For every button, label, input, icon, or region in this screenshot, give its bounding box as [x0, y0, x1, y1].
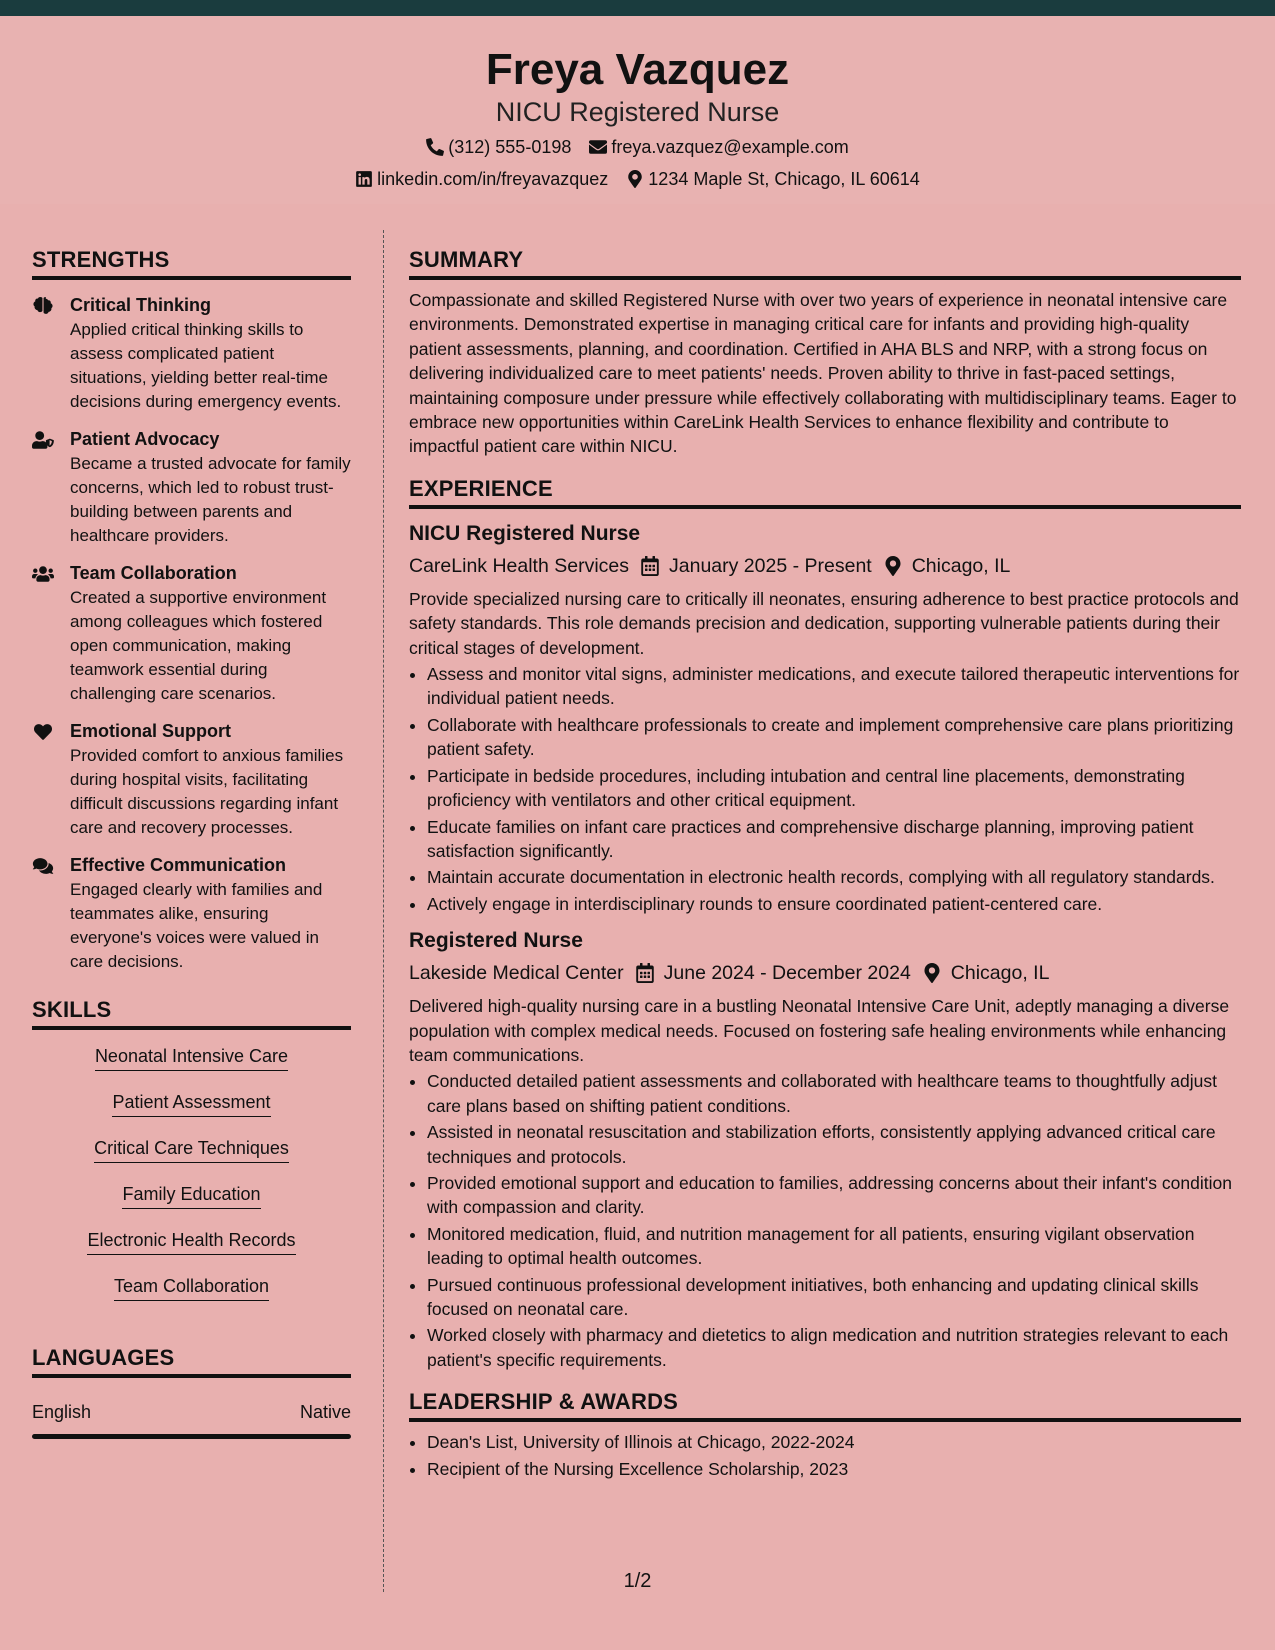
job-title: NICU Registered Nurse: [409, 521, 641, 545]
strength-item: [32, 854, 351, 974]
job-bullet: • Actively engage in interdisciplinary rounds to ensure coordinated patient-centered care.: [427, 892, 1241, 916]
map-marker-icon: [923, 963, 941, 983]
strength-item: [32, 428, 351, 548]
job-dates: June 2024 - December 2024: [663, 962, 911, 985]
email-text: freya.vazquez@example.com: [611, 137, 849, 157]
job-title: Registered Nurse: [409, 929, 583, 953]
right-column: [409, 246, 1241, 1483]
left-column: [32, 246, 351, 1439]
experience-heading: EXPERIENCE: [409, 475, 553, 501]
phone-text: (312) 555-0198: [448, 137, 572, 157]
strength-title: Team Collaboration: [70, 563, 237, 583]
experience-rule: [409, 505, 1241, 509]
candidate-name: Freya Vazquez: [485, 45, 790, 94]
job-company: CareLink Health Services: [409, 554, 630, 577]
job-meta: [409, 553, 1241, 579]
strength-item: [32, 720, 351, 840]
resume-header: [0, 16, 1275, 204]
strength-title: Critical Thinking: [70, 295, 212, 315]
job-bullet: • Monitored medication, fluid, and nutrition management for all patients, ensuring vigilant observation leading to optimal health outcomes.: [427, 1222, 1241, 1271]
heart-icon: [32, 723, 54, 741]
map-marker-icon: [884, 556, 902, 576]
job-bullet: • Collaborate with healthcare professionals to create and implement comprehensive care plans prioritizing patient safety.: [427, 713, 1241, 762]
job-bullet: • Maintain accurate documentation in electronic health records, complying with all regulatory standards.: [427, 865, 1241, 889]
job-description: Provide specialized nursing care to critically ill neonates, ensuring adherence to best practice protocols and safety standards. This role demands precision and dedication, supporting vulnerable patients during their critical stages of development.: [409, 588, 1239, 658]
strength-desc: Engaged clearly with families and teammates alike, ensuring everyone's voices were valued in care decisions.: [70, 880, 323, 971]
job-entry: [409, 521, 1241, 916]
skills-heading: SKILLS: [32, 997, 112, 1022]
language-row: [32, 1400, 351, 1424]
strength-title: Emotional Support: [70, 721, 231, 741]
skills-rule: [32, 1026, 351, 1030]
address-text: 1234 Maple St, Chicago, IL 60614: [648, 169, 920, 189]
job-description: Delivered high-quality nursing care in a bustling Neonatal Intensive Care Unit, adeptly managing a diverse population with complex medical needs. Focused on fostering safe healing environments while enhancing team communications.: [409, 996, 1230, 1065]
job-bullet: • Pursued continuous professional development initiatives, both enhancing and updating clinical skills focused on neonatal care.: [427, 1273, 1241, 1322]
skill-tag: Critical Care Techniques: [94, 1136, 289, 1163]
brain-icon: [32, 297, 54, 315]
envelope-icon: [589, 138, 607, 156]
job-bullet: • Conducted detailed patient assessments and collaborated with healthcare teams to thoughtfully adjust care plans based on shifting patient conditions.: [427, 1069, 1241, 1118]
job-bullets: [409, 1069, 1241, 1372]
map-marker-icon: [626, 170, 644, 188]
skills-list: [32, 1044, 351, 1320]
skill-tag: Team Collaboration: [114, 1274, 269, 1301]
column-divider: [383, 230, 384, 1592]
contact-row-2: [0, 168, 1275, 190]
skill-tag: Patient Assessment: [112, 1090, 270, 1117]
phone-contact[interactable]: [426, 136, 571, 158]
strengths-heading: STRENGTHS: [32, 247, 170, 272]
job-entry: [409, 928, 1241, 1372]
page-number: 1/2: [623, 1570, 652, 1592]
strengths-rule: [32, 276, 351, 280]
job-meta: [409, 960, 1241, 986]
strength-desc: Applied critical thinking skills to assess complicated patient situations, yielding better real-time decisions during emergency events.: [70, 320, 342, 411]
job-bullet: • Worked closely with pharmacy and dietetics to align medication and nutrition strategies relevant to each patient's specific requirements.: [427, 1323, 1241, 1372]
strength-item: [32, 562, 351, 706]
job-dates: January 2025 - Present: [669, 554, 872, 577]
language-name: English: [32, 1402, 92, 1422]
linkedin-contact[interactable]: [355, 168, 608, 190]
job-location: Chicago, IL: [911, 554, 1011, 577]
users-icon: [32, 565, 54, 583]
contact-row-1: [0, 136, 1275, 158]
comments-icon: [32, 857, 54, 875]
awards-rule: [409, 1418, 1241, 1422]
skill-tag: Electronic Health Records: [87, 1228, 295, 1255]
summary-text: Compassionate and skilled Registered Nurse with over two years of experience in neonatal intensive care environments. Demonstrated expertise in managing critical care for infants and providing high-quality patient assessments, planning, and coordination. Certified in AHA BLS and NRP, with a strong focus on delivering individualized care to meet patients' needs. Proven ability to thrive in fast-paced settings, maintaining composure under pressure while effectively collaborating with multidisciplinary teams. Eager to embrace new opportunities within CareLink Health Services to enhance flexibility and contribute to impactful patient care within NICU.: [409, 290, 1237, 457]
candidate-title: NICU Registered Nurse: [495, 97, 780, 127]
award-item: • Recipient of the Nursing Excellence Scholarship, 2023: [427, 1457, 1241, 1481]
job-company: Lakeside Medical Center: [409, 962, 624, 985]
user-shield-icon: [32, 431, 54, 449]
skill-tag: Neonatal Intensive Care: [95, 1044, 288, 1071]
skill-tag: Family Education: [122, 1182, 260, 1209]
job-bullet: • Educate families on infant care practices and comprehensive discharge planning, improving patient satisfaction significantly.: [427, 815, 1241, 864]
summary-heading: SUMMARY: [409, 247, 524, 272]
top-bar: [0, 0, 1275, 16]
strength-title: Effective Communication: [70, 855, 287, 875]
job-bullet: • Assess and monitor vital signs, administer medications, and execute tailored therapeutic interventions for individual patient needs.: [427, 662, 1241, 711]
awards-heading: LEADERSHIP & AWARDS: [409, 1389, 679, 1415]
languages-heading: LANGUAGES: [32, 1345, 175, 1370]
awards-list: [409, 1430, 1241, 1481]
email-contact[interactable]: [589, 136, 848, 158]
languages-rule: [32, 1374, 351, 1378]
phone-icon: [426, 138, 444, 156]
calendar-icon: [641, 556, 659, 576]
calendar-icon: [636, 963, 654, 983]
strength-desc: Became a trusted advocate for family concerns, which led to robust trust-building between parents and healthcare providers.: [70, 454, 351, 545]
job-bullet: • Assisted in neonatal resuscitation and stabilization efforts, consistently applying advanced critical care techniques and protocols.: [427, 1120, 1241, 1169]
job-location: Chicago, IL: [950, 962, 1050, 985]
address-contact: [626, 168, 920, 190]
strength-title: Patient Advocacy: [70, 429, 220, 449]
language-proficiency-bar: [32, 1434, 351, 1439]
strength-desc: Provided comfort to anxious families during hospital visits, facilitating difficult discussions regarding infant care and recovery processes.: [70, 746, 344, 837]
language-level: Native: [299, 1402, 351, 1422]
award-item: • Dean's List, University of Illinois at Chicago, 2022-2024: [427, 1430, 1241, 1454]
summary-rule: [409, 276, 1241, 280]
strength-item: [32, 294, 351, 414]
linkedin-icon: [355, 170, 373, 188]
strength-desc: Created a supportive environment among colleagues which fostered open communication, making teamwork essential during challenging care scenarios.: [70, 588, 327, 703]
job-bullet: • Participate in bedside procedures, including intubation and central line placements, demonstrating proficiency with ventilators and other critical equipment.: [427, 764, 1241, 813]
job-bullet: • Provided emotional support and education to families, addressing concerns about their infant's condition with compassion and clarity.: [427, 1171, 1241, 1220]
job-bullets: [409, 662, 1241, 916]
linkedin-text: linkedin.com/in/freyavazquez: [377, 169, 609, 189]
